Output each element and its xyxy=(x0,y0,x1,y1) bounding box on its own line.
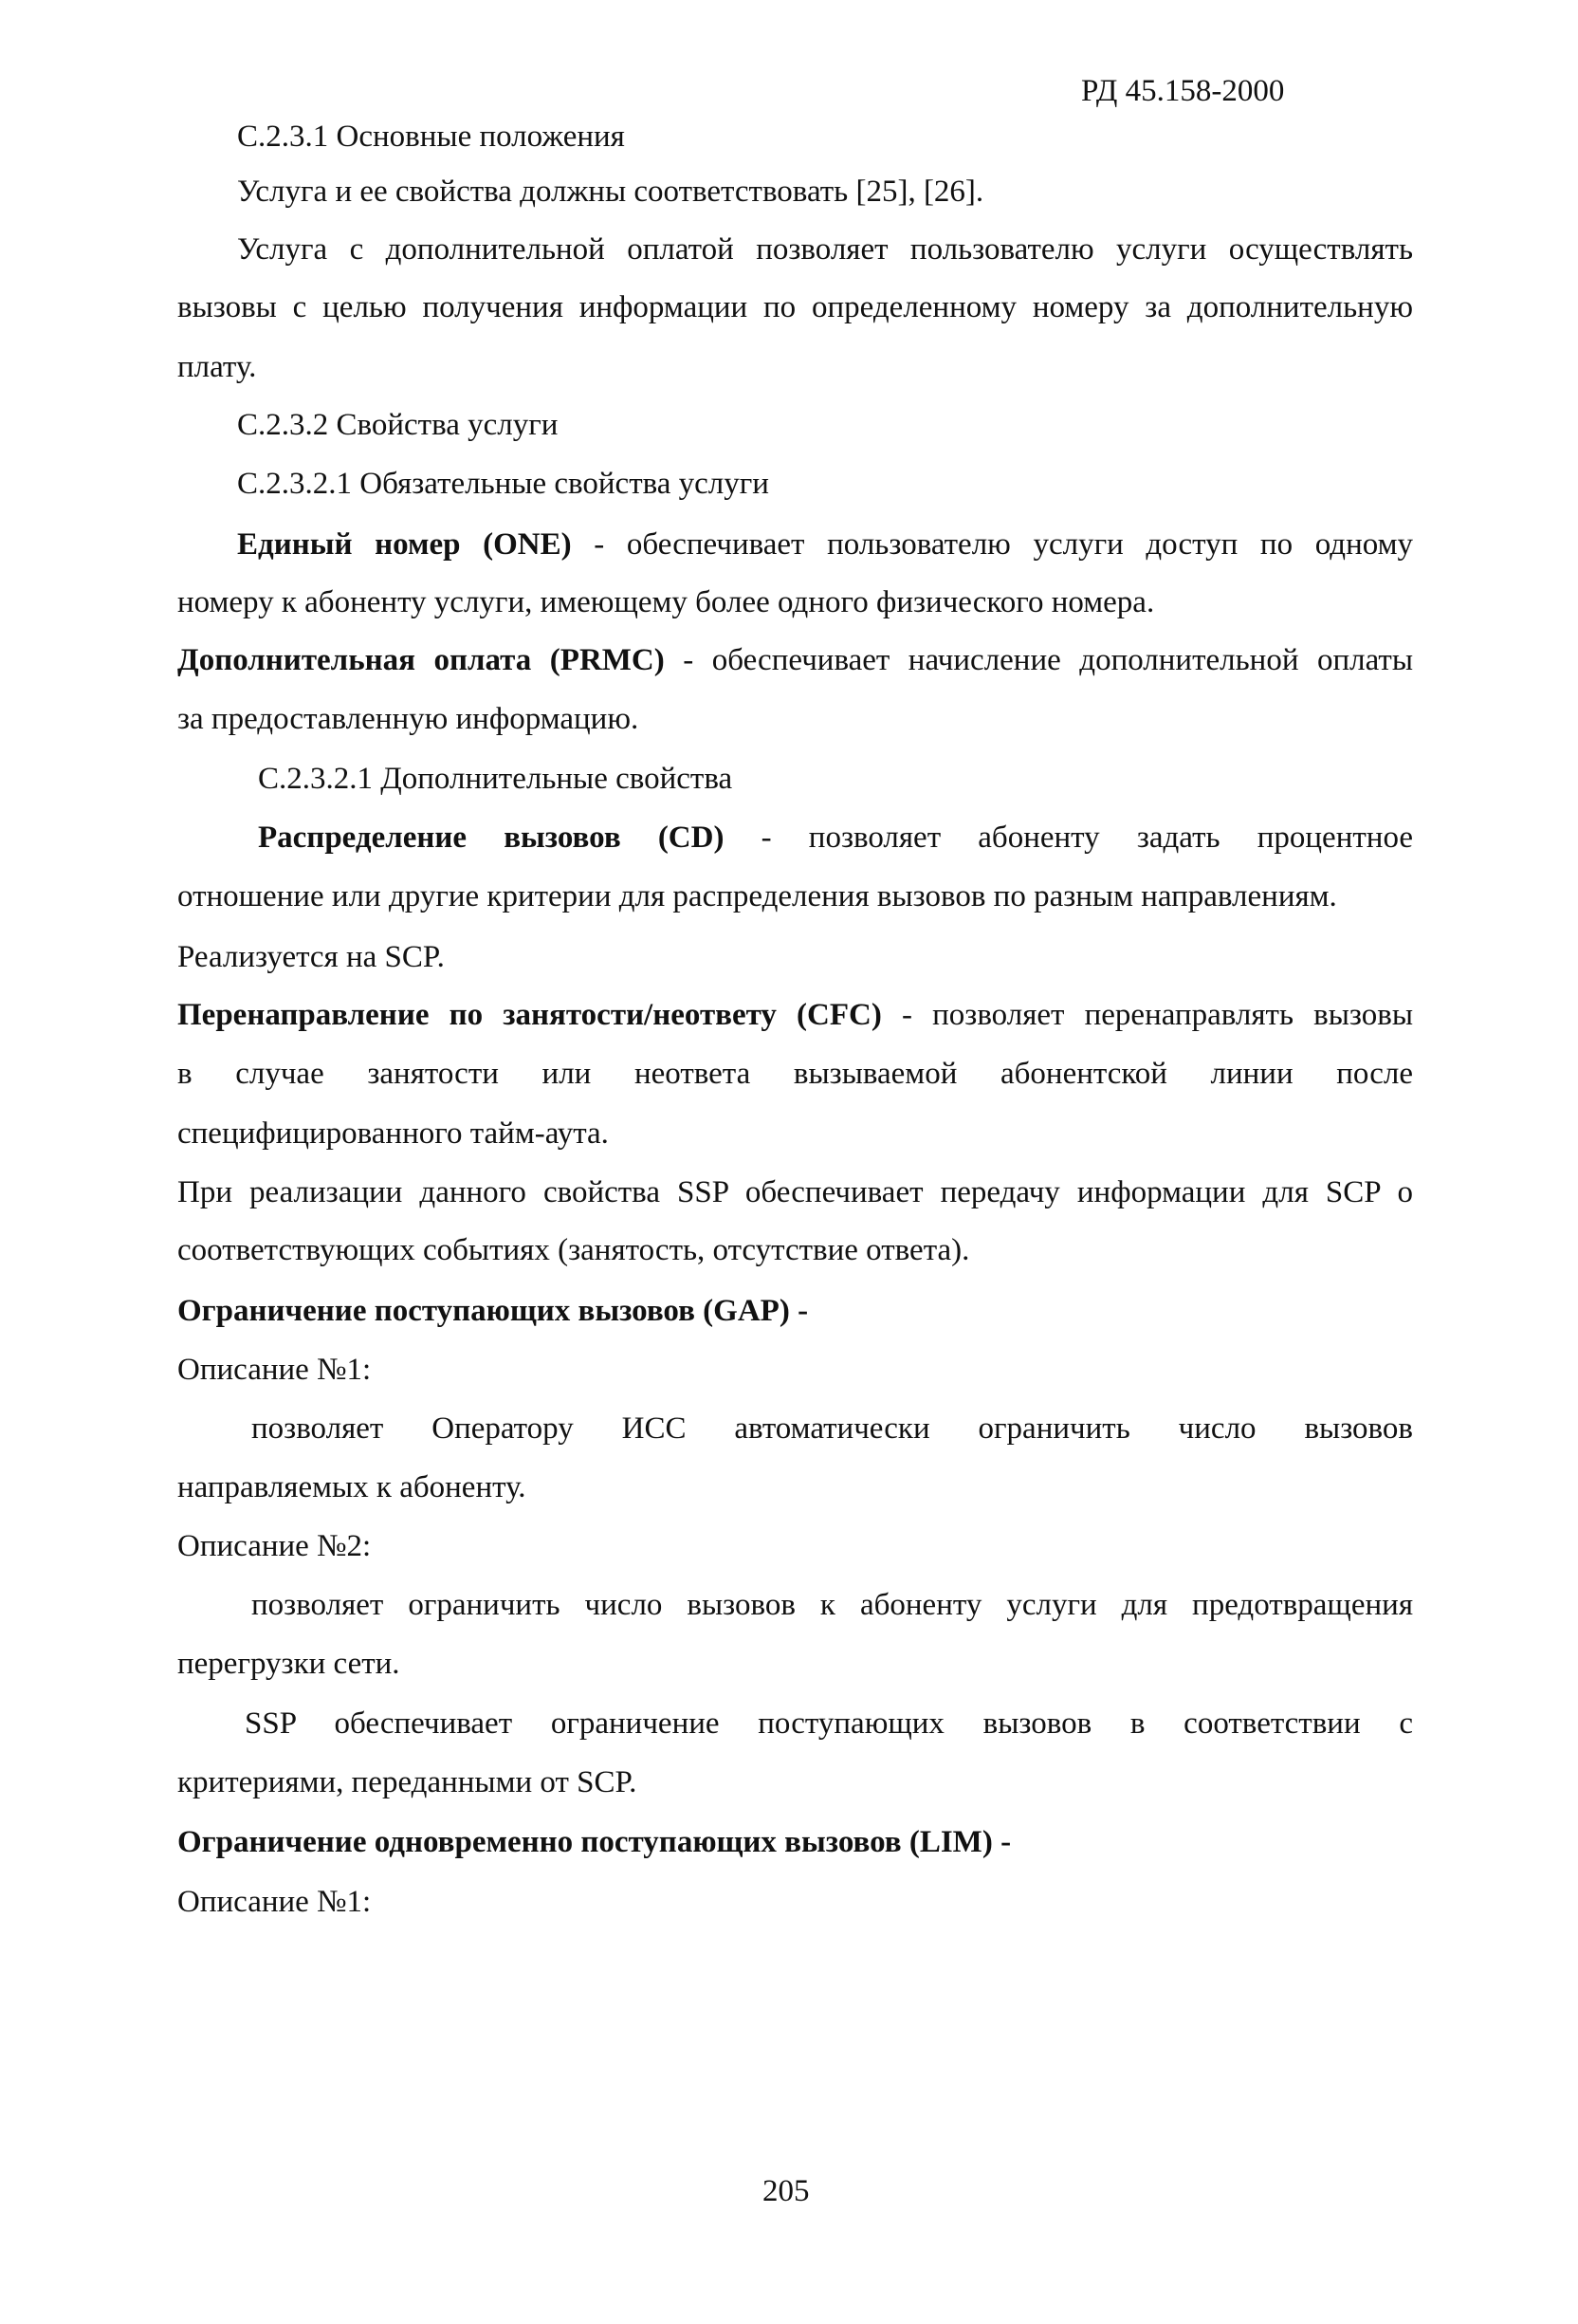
feature-desc-cd: - позволяет абоненту задать процентное xyxy=(724,821,1413,855)
paragraph-line: SSP обеспечивает ограничение поступающих вызовов в соответствии с xyxy=(245,1706,1413,1741)
paragraph-line: перегрузки сети. xyxy=(177,1647,400,1681)
feature-term-prmc: Дополнительная оплата (PRMC) xyxy=(177,643,665,677)
description-label: Описание №1: xyxy=(177,1885,372,1919)
feature-cd-line xyxy=(258,819,1413,857)
page-number: 205 xyxy=(762,2174,810,2208)
feature-term-one: Единый номер (ONE) xyxy=(237,527,572,562)
paragraph-line: соответствующих событиях (занятость, отсутствие ответа). xyxy=(177,1233,970,1267)
paragraph-line: отношение или другие критерии для распределения вызовов по разным направлениям. xyxy=(177,879,1337,913)
paragraph-line: Услуга и ее свойства должны соответствовать [25], [26]. xyxy=(237,175,984,209)
paragraph-line: специфицированного тайм-аута. xyxy=(177,1116,609,1151)
paragraph-line: При реализации данного свойства SSP обеспечивает передачу информации для SCP о xyxy=(177,1175,1413,1209)
description-label: Описание №2: xyxy=(177,1529,372,1563)
feature-heading-gap: Ограничение поступающих вызовов (GAP) - xyxy=(177,1294,809,1328)
paragraph-line: Услуга с дополнительной оплатой позволяет пользователю услуги осуществлять xyxy=(237,232,1413,267)
paragraph-line: позволяет ограничить число вызовов к абоненту услуги для предотвращения xyxy=(251,1588,1413,1622)
feature-desc-prmc: - обеспечивает начисление дополнительной оплаты xyxy=(664,643,1413,677)
section-heading-c2-3-2: С.2.3.2 Свойства услуги xyxy=(237,408,559,442)
feature-desc-one: - обеспечивает пользователю услуги доступ по одному xyxy=(571,527,1413,562)
feature-desc-cfc: - позволяет перенаправлять вызовы xyxy=(881,998,1413,1032)
feature-term-cd: Распределение вызовов (CD) xyxy=(258,821,725,855)
feature-heading-lim: Ограничение одновременно поступающих вызовов (LIM) - xyxy=(177,1825,1012,1859)
paragraph-line: номеру к абоненту услуги, имеющему более одного физического номера. xyxy=(177,585,1155,619)
section-heading-c2-3-1: С.2.3.1 Основные положения xyxy=(237,120,625,154)
paragraph-line: Реализуется на SCP. xyxy=(177,940,445,974)
paragraph-line: вызовы с целью получения информации по определенному номеру за дополнительную xyxy=(177,290,1413,324)
feature-prmc-line xyxy=(177,641,1413,679)
section-heading-additional: С.2.3.2.1 Дополнительные свойства xyxy=(258,762,733,796)
document-id: РД 45.158-2000 xyxy=(1081,74,1285,108)
paragraph-line: позволяет Оператору ИСС автоматически ограничить число вызовов xyxy=(251,1411,1413,1446)
feature-term-cfc: Перенаправление по занятости/неответу (CFC) xyxy=(177,998,882,1032)
feature-one-line xyxy=(237,526,1413,563)
paragraph-line: направляемых к абоненту. xyxy=(177,1470,526,1504)
feature-cfc-line xyxy=(177,996,1413,1034)
section-heading-c2-3-2-1: С.2.3.2.1 Обязательные свойства услуги xyxy=(237,467,769,501)
paragraph-line: за предоставленную информацию. xyxy=(177,702,639,736)
description-label: Описание №1: xyxy=(177,1353,372,1387)
paragraph-line: критериями, переданными от SCP. xyxy=(177,1765,637,1799)
paragraph-line: плату. xyxy=(177,350,257,384)
paragraph-line: в случае занятости или неответа вызываемой абонентской линии после xyxy=(177,1057,1413,1091)
